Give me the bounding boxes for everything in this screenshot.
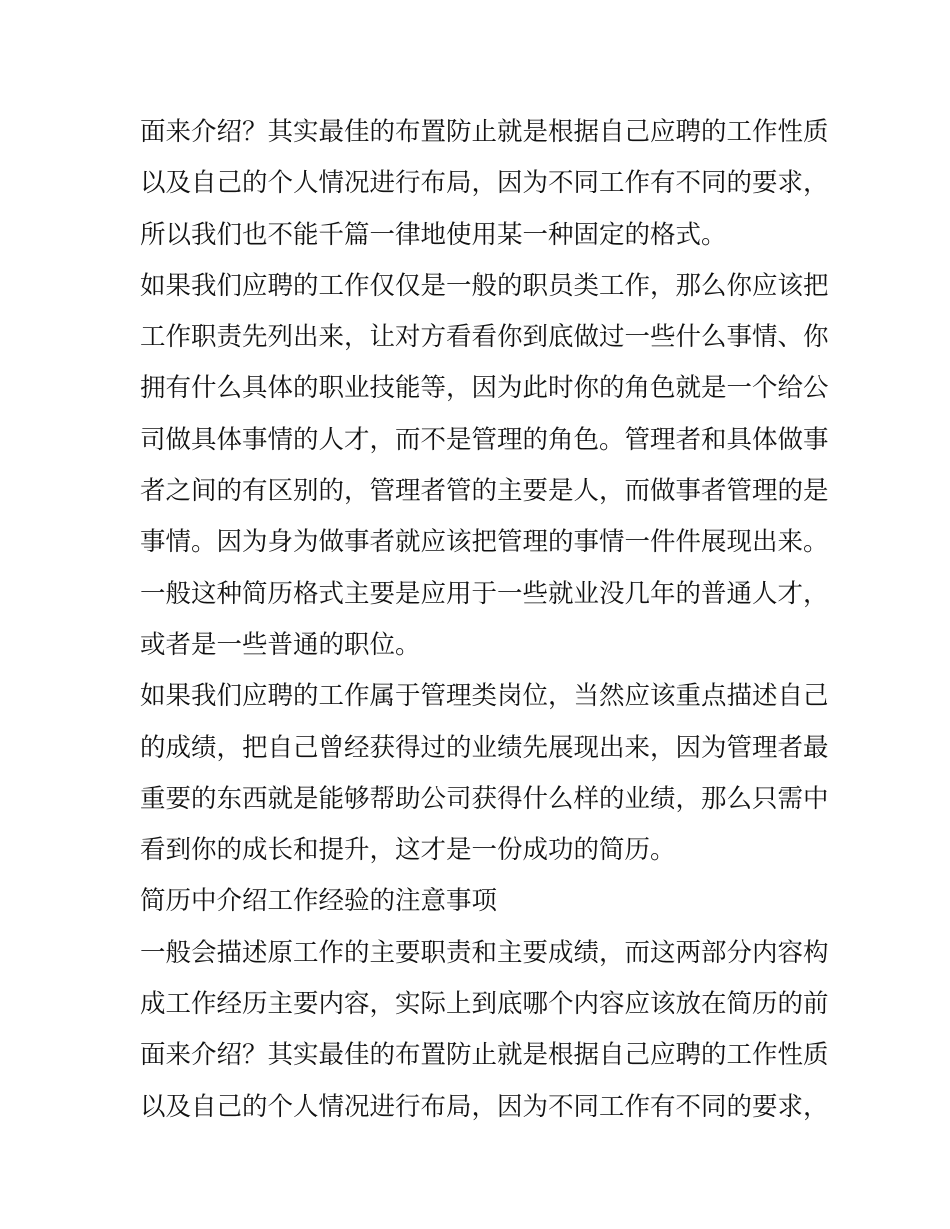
text-line-13: 的成绩，把自己曾经获得过的业绩先展现出来，因为管理者最	[140, 732, 829, 763]
text-line-6: 拥有什么具体的职业技能等，因为此时你的角色就是一个给公	[140, 373, 829, 404]
text-line-20: 以及自己的个人情况进行布局，因为不同工作有不同的要求，	[140, 1091, 829, 1122]
text-line-14: 重要的东西就是能够帮助公司获得什么样的业绩，那么只需中	[140, 783, 829, 814]
text-line-8: 者之间的有区别的，管理者管的主要是人，而做事者管理的是	[140, 476, 829, 507]
text-line-2: 以及自己的个人情况进行布局，因为不同工作有不同的要求，	[140, 168, 829, 199]
text-line-19: 面来介绍？其实最佳的布置防止就是根据自己应聘的工作性质	[140, 1040, 829, 1071]
text-line-1: 面来介绍？其实最佳的布置防止就是根据自己应聘的工作性质	[140, 117, 829, 147]
text-line-15: 看到你的成长和提升，这才是一份成功的简历。	[140, 835, 676, 866]
text-line-11: 或者是一些普通的职位。	[140, 629, 421, 660]
text-line-18: 成工作经历主要内容，实际上到底哪个内容应该放在简历的前	[140, 989, 829, 1020]
text-line-4: 如果我们应聘的工作仅仅是一般的职员类工作，那么你应该把	[140, 270, 829, 301]
text-line-12: 如果我们应聘的工作属于管理类岗位，当然应该重点描述自己	[140, 681, 829, 712]
text-line-7: 司做具体事情的人才，而不是管理的角色。管理者和具体做事	[140, 424, 829, 455]
text-line-5: 工作职责先列出来，让对方看看你到底做过一些什么事情、你	[140, 322, 829, 353]
text-line-3: 所以我们也不能千篇一律地使用某一种固定的格式。	[140, 219, 727, 250]
document-body	[140, 107, 829, 1133]
section-heading: 简历中介绍工作经验的注意事项	[140, 886, 498, 917]
text-line-10: 一般这种简历格式主要是应用于一些就业没几年的普通人才，	[140, 578, 829, 609]
text-line-17: 一般会描述原工作的主要职责和主要成绩，而这两部分内容构	[140, 937, 829, 968]
text-line-9: 事情。因为身为做事者就应该把管理的事情一件件展现出来。	[140, 527, 829, 558]
